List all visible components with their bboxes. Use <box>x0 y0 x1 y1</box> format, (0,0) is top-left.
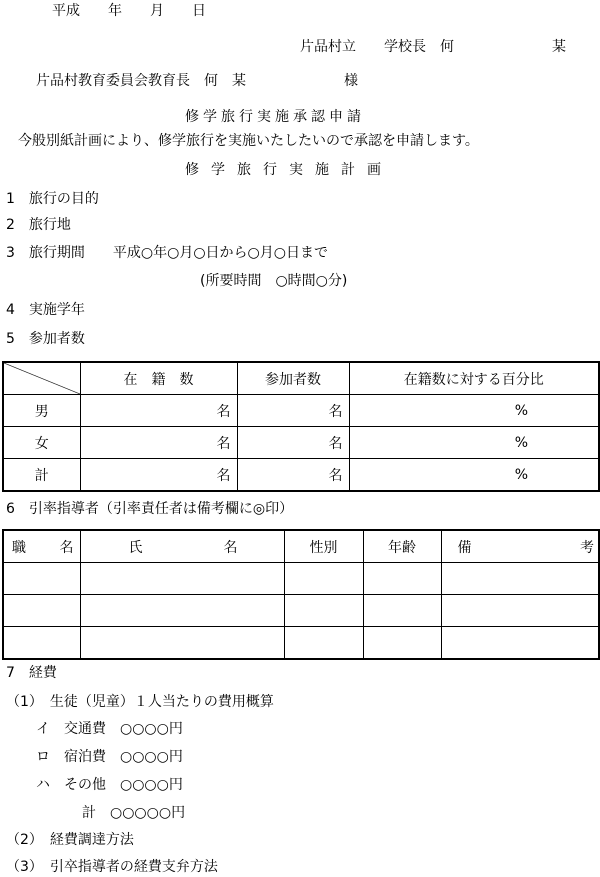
header-age: 年齢 <box>363 530 441 563</box>
expense-other: ハ その他 ○○○○円 <box>36 777 183 793</box>
item-participants: 5 参加者数 <box>6 331 85 347</box>
cell-enrolled-unit: 名 <box>80 459 237 492</box>
cell-participants-unit: 名 <box>237 427 349 459</box>
item-destination: 2 旅行地 <box>6 217 71 233</box>
expenses-per-student: （1） 生徒（児童）１人当たりの費用概算 <box>6 694 274 710</box>
header-remarks <box>441 530 599 563</box>
header-sex: 性別 <box>284 530 363 563</box>
row-label-male: 男 <box>3 395 80 427</box>
header-remarks-char-1: 備 <box>457 540 472 556</box>
header-post-char-2: 名 <box>59 540 74 556</box>
participants-table <box>2 361 600 492</box>
cell-enrolled-unit: 名 <box>80 395 237 427</box>
header-percentage: 在籍数に対する百分比 <box>349 362 599 395</box>
cell-percent-unit: % <box>349 427 599 459</box>
row-label-total: 計 <box>3 459 80 492</box>
expense-lodging: ロ 宿泊費 ○○○○円 <box>36 749 183 765</box>
header-name <box>80 530 284 563</box>
request-intro: 今般別紙計画により、修学旅行を実施いたしたいので承認を申請します。 <box>18 133 479 149</box>
header-post <box>3 530 80 563</box>
header-remarks-char-2: 考 <box>580 540 594 556</box>
table-row <box>3 595 599 627</box>
table-row <box>3 459 599 492</box>
addressee-superintendent: 片品村教育委員会教育長 何 某 様 <box>36 73 358 89</box>
expenses-heading: 7 経費 <box>6 665 57 681</box>
item-duration: (所要時間 ○時間○分) <box>200 273 348 289</box>
cell-percent-unit: % <box>349 459 599 492</box>
table-row <box>3 530 599 563</box>
cell-participants-unit: 名 <box>237 395 349 427</box>
table-row <box>3 395 599 427</box>
table-row <box>3 362 599 395</box>
request-title: 修学旅行実施承認申請 <box>185 109 365 125</box>
header-enrolled: 在 籍 数 <box>80 362 237 395</box>
expense-total: 計 ○○○○○円 <box>82 805 186 821</box>
document-date: 平成 年 月 日 <box>52 3 206 19</box>
header-name-char-2: 名 <box>223 540 238 556</box>
plan-title: 修学旅行実施計画 <box>185 162 393 178</box>
table-row <box>3 627 599 660</box>
cell-enrolled-unit: 名 <box>80 427 237 459</box>
item-grade: 4 実施学年 <box>6 302 85 318</box>
expenses-leader-payment: （3） 引卒指導者の経費支弁方法 <box>6 859 218 875</box>
item-purpose: 1 旅行の目的 <box>6 191 99 207</box>
item-period: 3 旅行期間 平成○年○月○日から○月○日まで <box>6 245 328 261</box>
diagonal-header-cell <box>3 362 80 395</box>
table-row <box>3 563 599 595</box>
row-label-female: 女 <box>3 427 80 459</box>
cell-percent-unit: % <box>349 395 599 427</box>
expenses-funding-method: （2） 経費調達方法 <box>6 832 134 848</box>
leaders-table <box>2 529 600 660</box>
header-participants: 参加者数 <box>237 362 349 395</box>
addressee-principal: 片品村立 学校長 何 某 <box>300 39 566 55</box>
table-row <box>3 427 599 459</box>
cell-participants-unit: 名 <box>237 459 349 492</box>
header-name-char-1: 氏 <box>128 540 143 556</box>
expense-transport: イ 交通費 ○○○○円 <box>36 721 183 737</box>
leaders-heading: 6 引率指導者（引率責任者は備考欄に◎印） <box>6 501 294 517</box>
header-post-char-1: 職 <box>12 540 26 556</box>
